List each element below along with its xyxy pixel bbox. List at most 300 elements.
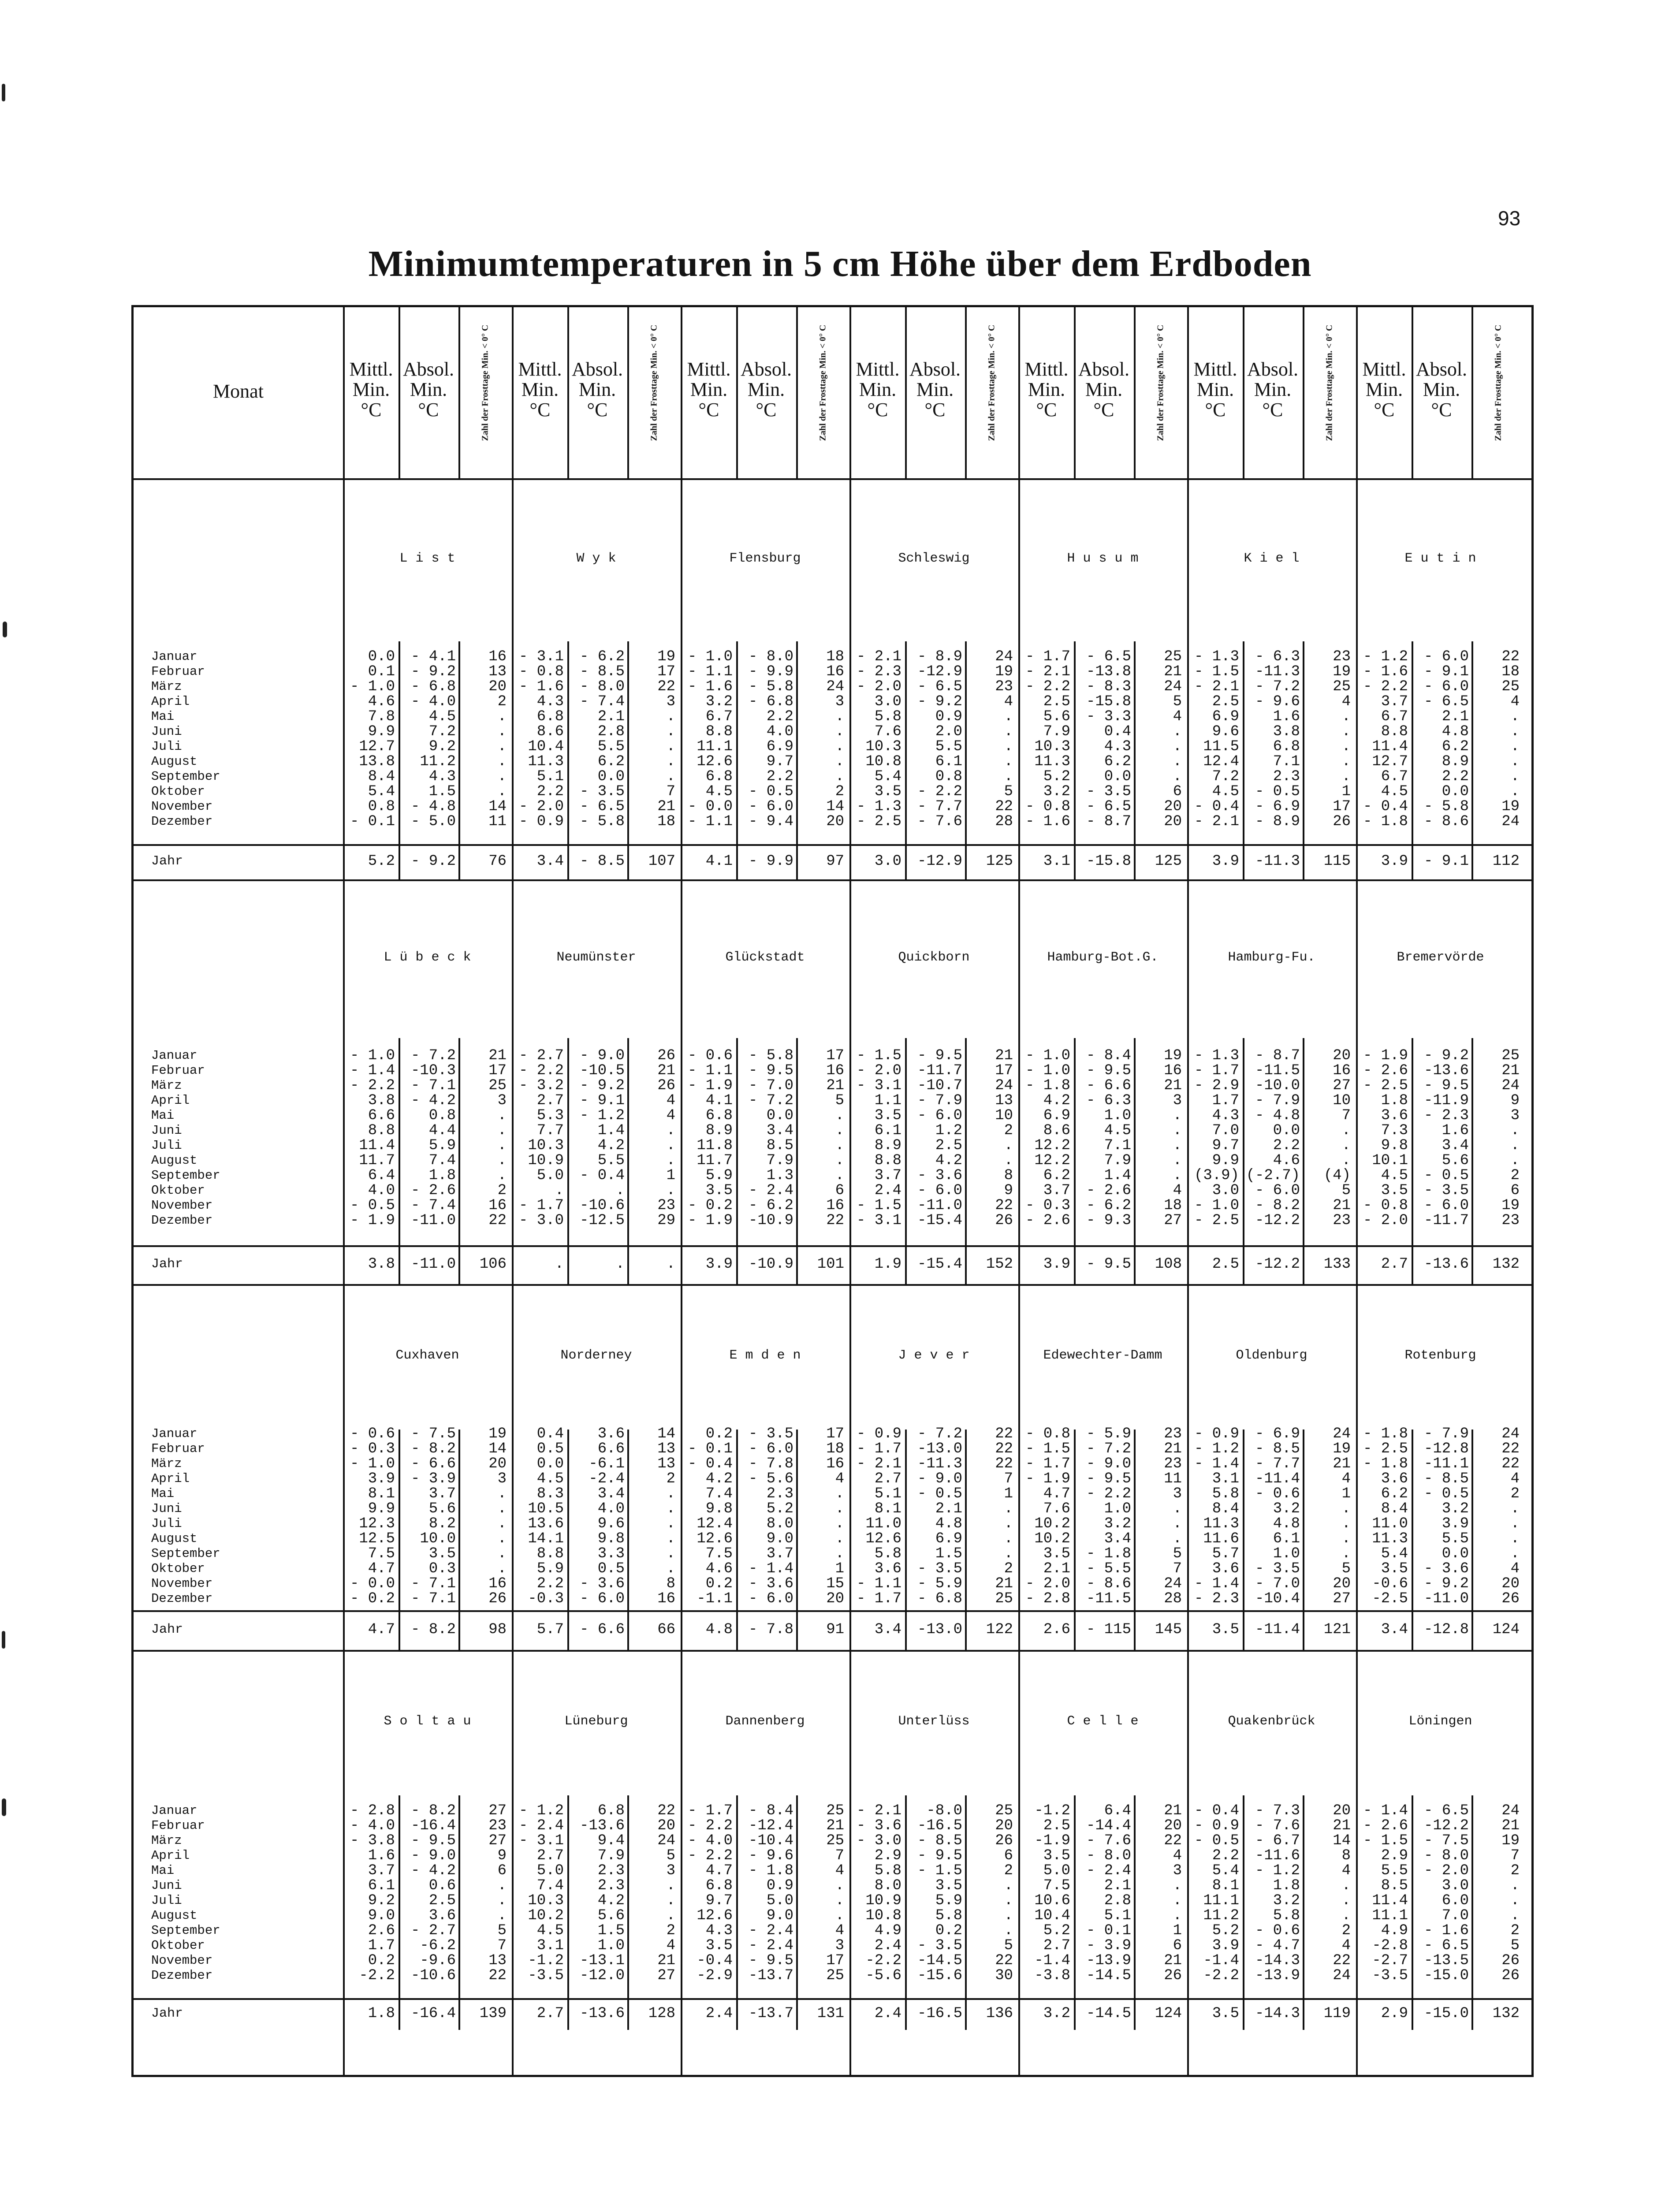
grid-line [399, 1795, 400, 2030]
year-absol: -14.5 [1086, 2005, 1131, 2022]
station-name: L ü b e c k [384, 950, 471, 965]
grid-line [399, 1038, 400, 1284]
grid-line [1074, 1038, 1076, 1284]
mittl-column: - 1.7 - 2.1 - 2.2 2.5 5.6 7.9 10.3 11.3 5.2 3.2 - 0.8 - 1.6 [1025, 648, 1070, 830]
header-mittl: Mittl. Min. °C [1024, 358, 1069, 421]
absol-column: 3.6 6.6 -6.1 -2.4 3.4 4.0 9.6 9.8 3.3 0.5 - 3.6 - 6.0 [579, 1426, 625, 1607]
station-name: Norderney [560, 1348, 632, 1363]
year-frost: 139 [479, 2005, 507, 2022]
header-absol: Absol. Min. °C [1247, 358, 1299, 421]
station-name: Hamburg-Fu. [1228, 950, 1315, 965]
absol-column: - 5.8 - 9.5 - 7.0 - 7.2 0.0 3.4 8.5 7.9 1.3 - 2.4 - 6.2 -10.9 [748, 1047, 793, 1229]
grid-line [1412, 641, 1413, 879]
year-mittl: 3.5 [1212, 2005, 1239, 2022]
grid-line [134, 478, 1531, 480]
year-frost: 132 [1492, 2005, 1520, 2022]
year-absol: - 9.5 [1086, 1256, 1131, 1273]
mittl-column: 0.0 0.1 - 1.0 4.6 7.8 9.9 12.7 13.8 8.4 5.4 0.8 - 0.1 [350, 648, 395, 830]
frost-column: 23 19 25 4 . . . . . 1 17 26 [1333, 648, 1351, 830]
grid-line [796, 1795, 798, 2030]
grid-line [1303, 307, 1304, 478]
year-mittl: 3.4 [1381, 1621, 1408, 1638]
frost-column: 17 18 16 4 . . . . . 1 15 20 [826, 1426, 844, 1607]
frost-column: 22 18 25 4 . . . . . . 19 24 [1501, 648, 1520, 830]
grid-line [399, 1430, 400, 1650]
year-frost: 107 [648, 853, 675, 870]
frost-column: 24 19 23 4 . . . . . 5 22 28 [995, 648, 1013, 830]
year-absol: -15.0 [1423, 2005, 1469, 2022]
grid-line [399, 307, 400, 478]
grid-line [627, 307, 629, 478]
scan-mark [2, 1798, 6, 1816]
station-name: W y k [576, 551, 616, 566]
station-name: Quickborn [898, 950, 970, 965]
year-frost: 97 [826, 853, 844, 870]
year-absol: -12.8 [1423, 1621, 1469, 1638]
year-mittl: 3.0 [874, 853, 901, 870]
year-absol: -15.8 [1086, 853, 1131, 870]
grid-line [567, 307, 569, 478]
year-frost: 91 [826, 1621, 844, 1638]
year-absol: -13.6 [1423, 1256, 1469, 1273]
year-mittl: 5.7 [536, 1621, 564, 1638]
frost-column: 24 22 22 4 2 . . . . 4 20 26 [1501, 1426, 1520, 1607]
grid-line [1243, 641, 1244, 879]
year-mittl: 2.5 [1212, 1256, 1239, 1273]
year-frost: 125 [986, 853, 1013, 870]
mittl-column: - 1.2 - 2.4 - 3.1 2.7 5.0 7.4 10.3 10.2 4.5 3.1 -1.2 -3.5 [518, 1802, 564, 1984]
station-name: Löningen [1408, 1714, 1472, 1729]
grid-line [458, 307, 460, 478]
header-absol: Absol. Min. °C [402, 358, 454, 421]
mittl-column: - 1.2 - 1.6 - 2.2 3.7 6.7 8.8 11.4 12.7 6.7 4.5 - 0.4 - 1.8 [1363, 648, 1408, 830]
grid-line [567, 1430, 569, 1650]
year-frost: 133 [1323, 1256, 1351, 1273]
month-labels: Januar Februar März April Mai Juni Juli August September Oktober November Dezember [151, 649, 220, 829]
year-label: Jahr [151, 1622, 183, 1637]
year-frost: 125 [1155, 853, 1182, 870]
month-labels: Januar Februar März April Mai Juni Juli August September Oktober November Dezember [151, 1803, 220, 1983]
grid-line [1471, 1795, 1473, 2030]
mittl-column: - 1.5 - 2.0 - 3.1 1.1 3.5 6.1 8.9 8.8 3.7 2.4 - 1.5 - 3.1 [856, 1047, 901, 1229]
header-mittl: Mittl. Min. °C [349, 358, 393, 421]
year-mittl: 3.9 [1043, 1256, 1070, 1273]
frost-column: 25 21 24 5 4 . . . . 6 20 20 [1164, 648, 1182, 830]
grid-line [796, 307, 798, 478]
absol-column: - 7.2 -10.3 - 7.1 - 4.2 0.8 4.4 5.9 7.4 1.8 - 2.6 - 7.4 -11.0 [410, 1047, 456, 1229]
grid-line [1412, 307, 1413, 478]
frost-column: 19 17 22 3 . . . . . 7 21 18 [657, 648, 675, 830]
mittl-column: - 1.0 - 1.0 - 1.8 4.2 6.9 8.6 12.2 12.2 6.2 3.7 - 0.3 - 2.6 [1025, 1047, 1070, 1229]
station-name: Edewechter-Damm [1043, 1348, 1162, 1363]
station-name: Neumünster [556, 950, 636, 965]
year-mittl: 3.2 [1043, 2005, 1070, 2022]
year-frost: 98 [488, 1621, 507, 1638]
station-name: C e l l e [1067, 1714, 1139, 1729]
year-absol: -10.9 [748, 1256, 793, 1273]
grid-line [905, 307, 907, 478]
header-frost: Zahl der Frosttage Min. < 0° C [480, 324, 490, 441]
grid-line [134, 879, 1531, 881]
frost-column: 17 16 21 5 . . . . . 6 16 22 [826, 1047, 844, 1229]
absol-column: - 8.7 -11.5 -10.0 - 7.9 - 4.8 0.0 2.2 4.6 (-2.7) - 6.0 - 8.2 -12.2 [1246, 1047, 1300, 1229]
year-absol: -13.6 [579, 2005, 625, 2022]
grid-line [134, 844, 1531, 846]
month-labels: Januar Februar März April Mai Juni Juli August September Oktober November Dezember [151, 1426, 220, 1606]
year-absol: - 8.2 [410, 1621, 456, 1638]
header-mittl: Mittl. Min. °C [518, 358, 562, 421]
temperature-table [131, 305, 1534, 2077]
year-absol: - 9.2 [410, 853, 456, 870]
absol-column: -8.0 -16.5 - 8.5 - 9.5 - 1.5 3.5 5.9 5.8 0.2 - 3.5 -14.5 -15.6 [917, 1802, 962, 1984]
year-absol: -11.3 [1255, 853, 1300, 870]
year-frost: 152 [986, 1256, 1013, 1273]
frost-column: 20 21 14 8 4 . . . 2 4 22 24 [1333, 1802, 1351, 1984]
year-absol: -11.0 [410, 1256, 456, 1273]
year-mittl: 3.9 [1212, 853, 1239, 870]
mittl-column: - 0.9 - 1.7 - 2.1 2.7 5.1 8.1 11.0 12.6 5.8 3.6 - 1.1 - 1.7 [856, 1426, 901, 1607]
grid-line [796, 1430, 798, 1650]
mittl-column: - 1.9 - 2.6 - 2.5 1.8 3.6 7.3 9.8 10.1 4.5 3.5 - 0.8 - 2.0 [1363, 1047, 1408, 1229]
scan-mark [2, 1631, 5, 1649]
year-absol: -13.0 [917, 1621, 962, 1638]
header-absol: Absol. Min. °C [1078, 358, 1130, 421]
absol-column: - 5.9 - 7.2 - 9.0 - 9.5 - 2.2 1.0 3.2 3.4 - 1.8 - 5.5 - 8.6 -11.5 [1086, 1426, 1131, 1607]
mittl-column: - 3.1 - 0.8 - 1.6 4.3 6.8 8.6 10.4 11.3 5.1 2.2 - 2.0 - 0.9 [518, 648, 564, 830]
mittl-column: - 2.1 - 2.3 - 2.0 3.0 5.8 7.6 10.3 10.8 5.4 3.5 - 1.3 - 2.5 [856, 648, 901, 830]
header-mittl: Mittl. Min. °C [1193, 358, 1237, 421]
station-name: J e v e r [898, 1348, 970, 1363]
station-name: Quakenbrück [1228, 1714, 1315, 1729]
absol-column: - 7.5 - 8.2 - 6.6 - 3.9 3.7 5.6 8.2 10.0 3.5 0.3 - 7.1 - 7.1 [410, 1426, 456, 1607]
frost-column: 14 13 13 2 . . . . . . 8 16 [657, 1426, 675, 1607]
year-mittl: 2.4 [705, 2005, 733, 2022]
year-mittl: 2.7 [536, 2005, 564, 2022]
year-mittl: . [555, 1256, 564, 1273]
grid-line [965, 1430, 967, 1650]
scan-mark [3, 622, 7, 637]
frost-column: 19 14 20 3 . . . . . . 16 26 [488, 1426, 507, 1607]
absol-column: - 6.5 -12.2 - 7.5 - 8.0 - 2.0 3.0 6.0 7.0 - 1.6 - 6.5 -13.5 -15.0 [1423, 1802, 1469, 1984]
grid-line [905, 1430, 907, 1650]
grid-line [965, 1795, 967, 2030]
station-name: Schleswig [898, 551, 970, 566]
mittl-column: - 0.9 - 1.2 - 1.4 3.1 5.8 8.4 11.3 11.6 5.7 3.6 - 1.4 - 2.3 [1194, 1426, 1239, 1607]
frost-column: 25 20 26 6 2 . . . . 5 22 30 [995, 1802, 1013, 1984]
frost-column: 24 19 21 4 1 . . . . 5 20 27 [1333, 1426, 1351, 1607]
header-mittl: Mittl. Min. °C [856, 358, 900, 421]
grid-line [1303, 641, 1304, 879]
grid-line [796, 1038, 798, 1284]
year-frost: 131 [817, 2005, 844, 2022]
frost-column: 23 21 23 11 3 . . . 5 7 24 28 [1164, 1426, 1182, 1607]
grid-line [736, 1430, 738, 1650]
year-frost: 145 [1155, 1621, 1182, 1638]
year-label: Jahr [151, 854, 183, 869]
year-absol: . [615, 1256, 625, 1273]
grid-line [1074, 1795, 1076, 2030]
frost-column: 21 17 25 3 . . . . . 2 16 22 [488, 1047, 507, 1229]
year-frost: 124 [1155, 2005, 1182, 2022]
mittl-column: - 0.4 - 0.9 - 0.5 2.2 5.4 8.1 11.1 11.2 5.2 3.9 -1.4 -2.2 [1194, 1802, 1239, 1984]
year-mittl: 4.1 [705, 853, 733, 870]
frost-column: 20 16 27 10 7 . . . (4) 5 21 23 [1323, 1047, 1351, 1229]
grid-line [905, 1795, 907, 2030]
year-frost: 108 [1155, 1256, 1182, 1273]
absol-column: - 4.1 - 9.2 - 6.8 - 4.0 4.5 7.2 9.2 11.2 4.3 1.5 - 4.8 - 5.0 [410, 648, 456, 830]
station-name: S o l t a u [384, 1714, 471, 1729]
year-absol: -12.9 [917, 853, 962, 870]
year-mittl: 1.8 [368, 2005, 395, 2022]
grid-line [399, 641, 400, 879]
grid-line [1243, 1795, 1244, 2030]
frost-column: 18 16 24 3 . . . . . 2 14 20 [826, 648, 844, 830]
grid-line [1303, 1430, 1304, 1650]
month-labels: Januar Februar März April Mai Juni Juli August September Oktober November Dezember [151, 1048, 220, 1228]
mittl-column: - 1.0 - 1.1 - 1.6 3.2 6.7 8.8 11.1 12.6 6.8 4.5 - 0.0 - 1.1 [687, 648, 733, 830]
grid-line [567, 641, 569, 879]
year-frost: . [666, 1256, 675, 1273]
year-mittl: 1.9 [874, 1256, 901, 1273]
absol-column: - 8.2 -16.4 - 9.5 - 9.0 - 4.2 0.6 2.5 3.6 - 2.7 -6.2 -9.6 -10.6 [410, 1802, 456, 1984]
scan-mark [2, 84, 5, 101]
grid-line [965, 641, 967, 879]
year-mittl: 2.7 [1381, 1256, 1408, 1273]
year-absol: - 9.9 [748, 853, 793, 870]
station-name: Unterlüss [898, 1714, 970, 1729]
frost-column: 16 13 20 2 . . . . . . 14 11 [488, 648, 507, 830]
year-mittl: 3.9 [1381, 853, 1408, 870]
year-label: Jahr [151, 2006, 183, 2021]
year-mittl: 3.8 [368, 1256, 395, 1273]
absol-column: - 8.0 - 9.9 - 5.8 - 6.8 2.2 4.0 6.9 9.7 2.2 - 0.5 - 6.0 - 9.4 [748, 648, 793, 830]
year-mittl: 3.9 [705, 1256, 733, 1273]
absol-column: - 6.3 -11.3 - 7.2 - 9.6 1.6 3.8 6.8 7.1 2.3 - 0.5 - 6.9 - 8.9 [1255, 648, 1300, 830]
grid-line [1074, 307, 1076, 478]
absol-column: - 7.2 -13.0 -11.3 - 9.0 - 0.5 2.1 4.8 6.9 1.5 - 3.5 - 5.9 - 6.8 [917, 1426, 962, 1607]
header-monat: Monat [213, 380, 264, 402]
station-name: Flensburg [729, 551, 801, 566]
station-name: H u s u m [1067, 551, 1139, 566]
grid-line [627, 1038, 629, 1284]
grid-line [1243, 307, 1244, 478]
grid-line [1134, 641, 1136, 879]
grid-line [1471, 1430, 1473, 1650]
year-frost: 101 [817, 1256, 844, 1273]
year-frost: 132 [1492, 1256, 1520, 1273]
year-frost: 115 [1323, 853, 1351, 870]
grid-line [736, 1795, 738, 2030]
mittl-column: - 2.1 - 3.6 - 3.0 2.9 5.8 8.0 10.9 10.8 4.9 2.4 -2.2 -5.6 [856, 1802, 901, 1984]
mittl-column: - 0.8 - 1.5 - 1.7 - 1.9 4.7 7.6 10.2 10.2 3.5 2.1 - 2.0 - 2.8 [1025, 1426, 1070, 1607]
frost-column: 21 20 22 4 3 . . . 1 6 21 26 [1164, 1802, 1182, 1984]
absol-column: - 8.4 - 9.5 - 6.6 - 6.3 1.0 4.5 7.1 7.9 1.4 - 2.6 - 6.2 - 9.3 [1086, 1047, 1131, 1229]
grid-line [567, 1038, 569, 1284]
year-absol: -16.5 [917, 2005, 962, 2022]
grid-line [1412, 1795, 1413, 2030]
station-name: Cuxhaven [395, 1348, 459, 1363]
year-absol: -14.3 [1255, 2005, 1300, 2022]
grid-line [1243, 1430, 1244, 1650]
absol-column: 6.8 -13.6 9.4 7.9 2.3 2.3 4.2 5.6 1.5 1.0 -13.1 -12.0 [579, 1802, 625, 1984]
frost-column: 22 22 22 7 1 . . . . 2 21 25 [995, 1426, 1013, 1607]
header-absol: Absol. Min. °C [740, 358, 792, 421]
year-frost: 122 [986, 1621, 1013, 1638]
header-frost: Zahl der Frosttage Min. < 0° C [649, 324, 659, 441]
station-name: E m d e n [729, 1348, 801, 1363]
grid-line [1412, 1038, 1413, 1284]
mittl-column: - 1.7 - 2.2 - 4.0 - 2.2 4.7 6.8 9.7 12.6 4.3 3.5 -0.4 -2.9 [687, 1802, 733, 1984]
frost-column: 19 16 21 3 . . . . . 4 18 27 [1164, 1047, 1182, 1229]
grid-line [627, 641, 629, 879]
frost-column: 25 21 24 9 3 . . . 2 6 19 23 [1501, 1047, 1520, 1229]
frost-column: 25 21 25 7 4 . . . 4 3 17 25 [826, 1802, 844, 1984]
year-mittl: 5.2 [368, 853, 395, 870]
grid-line [458, 1795, 460, 2030]
mittl-column: 0.4 0.5 0.0 4.5 8.3 10.5 13.6 14.1 8.8 5.9 2.2 -0.3 [528, 1426, 564, 1607]
mittl-column: - 0.6 - 1.1 - 1.9 4.1 6.8 8.9 11.8 11.7 5.9 3.5 - 0.2 - 1.9 [687, 1047, 733, 1229]
year-mittl: 3.1 [1043, 853, 1070, 870]
absol-column: - 3.5 - 6.0 - 7.8 - 5.6 2.3 5.2 8.0 9.0 3.7 - 1.4 - 3.6 - 6.0 [748, 1426, 793, 1607]
absol-column: - 9.0 -10.5 - 9.2 - 9.1 - 1.2 1.4 4.2 5.5 - 0.4 . -10.6 -12.5 [579, 1047, 625, 1229]
year-frost: 121 [1323, 1621, 1351, 1638]
frost-column: 26 21 26 4 4 . . . 1 . 23 29 [657, 1047, 675, 1229]
grid-line [134, 1650, 1531, 1652]
mittl-column: - 1.4 - 2.6 - 1.5 2.9 5.5 8.5 11.4 11.1 4.9 -2.8 -2.7 -3.5 [1363, 1802, 1408, 1984]
year-mittl: 2.6 [1043, 1621, 1070, 1638]
grid-line [1471, 1038, 1473, 1284]
year-mittl: 4.7 [368, 1621, 395, 1638]
header-mittl: Mittl. Min. °C [1362, 358, 1406, 421]
absol-column: - 9.2 -13.6 - 9.5 -11.9 - 2.3 1.6 3.4 5.6 - 0.5 - 3.5 - 6.0 -11.7 [1423, 1047, 1469, 1229]
grid-line [1471, 307, 1473, 478]
absol-column: - 6.5 -13.8 - 8.3 -15.8 - 3.3 0.4 4.3 6.2 0.0 - 3.5 - 6.5 - 8.7 [1086, 648, 1131, 830]
station-name: K i e l [1244, 551, 1300, 566]
header-frost: Zahl der Frosttage Min. < 0° C [818, 324, 827, 441]
absol-column: - 6.0 - 9.1 - 6.0 - 6.5 2.1 4.8 6.2 8.9 2.2 0.0 - 5.8 - 8.6 [1423, 648, 1469, 830]
year-absol: -11.4 [1255, 1621, 1300, 1638]
grid-line [736, 307, 738, 478]
frost-column: 24 21 19 7 2 . . . 2 5 26 26 [1501, 1802, 1520, 1984]
page-title: Minimumtemperaturen in 5 cm Höhe über dem Erdboden [368, 243, 1312, 284]
header-frost: Zahl der Frosttage Min. < 0° C [1155, 324, 1165, 441]
mittl-column: - 0.6 - 0.3 - 1.0 3.9 8.1 9.9 12.3 12.5 7.5 4.7 - 0.0 - 0.2 [350, 1426, 395, 1607]
grid-line [965, 1038, 967, 1284]
grid-line [1471, 641, 1473, 879]
station-name: L i s t [399, 551, 455, 566]
grid-line [1134, 1795, 1136, 2030]
year-frost: 66 [657, 1621, 675, 1638]
absol-column: - 6.9 - 8.5 - 7.7 -11.4 - 0.6 3.2 4.8 6.1 1.0 - 3.5 - 7.0 -10.4 [1255, 1426, 1300, 1607]
grid-line [1303, 1038, 1304, 1284]
grid-line [1074, 641, 1076, 879]
grid-line [736, 1038, 738, 1284]
year-absol: -16.4 [410, 2005, 456, 2022]
mittl-column: - 1.8 - 2.5 - 1.8 3.6 6.2 8.4 11.0 11.3 5.4 3.5 -0.6 -2.5 [1363, 1426, 1408, 1607]
frost-column: 27 23 27 9 6 . . . 5 7 13 22 [488, 1802, 507, 1984]
frost-column: 22 20 24 5 3 . . . 2 4 21 27 [657, 1802, 675, 1984]
header-absol: Absol. Min. °C [909, 358, 961, 421]
year-frost: 128 [648, 2005, 675, 2022]
mittl-column: - 1.3 - 1.7 - 2.9 1.7 4.3 7.0 9.7 9.9 (3.9) 3.0 - 1.0 - 2.5 [1194, 1047, 1239, 1229]
grid-line [736, 641, 738, 879]
header-frost: Zahl der Frosttage Min. < 0° C [1493, 324, 1503, 441]
grid-line [567, 1795, 569, 2030]
station-name: Bremervörde [1397, 950, 1484, 965]
header-mittl: Mittl. Min. °C [687, 358, 731, 421]
header-absol: Absol. Min. °C [571, 358, 623, 421]
grid-line [1134, 307, 1136, 478]
year-mittl: 3.5 [1212, 1621, 1239, 1638]
year-absol: - 115 [1086, 1621, 1131, 1638]
year-absol: -15.4 [917, 1256, 962, 1273]
grid-line [134, 1998, 1531, 2000]
grid-line [905, 1038, 907, 1284]
station-name: Hamburg-Bot.G. [1047, 950, 1158, 965]
page-number: 93 [1498, 207, 1521, 230]
grid-line [1134, 1038, 1136, 1284]
station-name: Rotenburg [1404, 1348, 1476, 1363]
absol-column: - 8.9 -12.9 - 6.5 - 9.2 0.9 2.0 5.5 6.1 0.8 - 2.2 - 7.7 - 7.6 [917, 648, 962, 830]
station-name: Glückstadt [725, 950, 805, 965]
grid-line [134, 1245, 1531, 1247]
header-absol: Absol. Min. °C [1416, 358, 1468, 421]
year-mittl: 2.9 [1381, 2005, 1408, 2022]
header-frost: Zahl der Frosttage Min. < 0° C [987, 324, 996, 441]
year-label: Jahr [151, 1257, 183, 1272]
grid-line [134, 1610, 1531, 1612]
year-absol: -12.2 [1255, 1256, 1300, 1273]
year-frost: 119 [1323, 2005, 1351, 2022]
year-frost: 112 [1492, 853, 1520, 870]
absol-column: - 6.2 - 8.5 - 8.0 - 7.4 2.1 2.8 5.5 6.2 0.0 - 3.5 - 6.5 - 5.8 [579, 648, 625, 830]
grid-line [1074, 1430, 1076, 1650]
grid-line [458, 1038, 460, 1284]
station-name: Dannenberg [725, 1714, 805, 1729]
mittl-column: - 1.0 - 1.4 - 2.2 3.8 6.6 8.8 11.4 11.7 6.4 4.0 - 0.5 - 1.9 [350, 1047, 395, 1229]
grid-line [458, 1430, 460, 1650]
year-absol: - 7.8 [748, 1621, 793, 1638]
grid-line [1243, 1038, 1244, 1284]
absol-column: - 8.4 -12.4 -10.4 - 9.6 - 1.8 0.9 5.0 9.0 - 2.4 - 2.4 - 9.5 -13.7 [748, 1802, 793, 1984]
header-frost: Zahl der Frosttage Min. < 0° C [1324, 324, 1334, 441]
year-mittl: 2.4 [874, 2005, 901, 2022]
grid-line [458, 641, 460, 879]
mittl-column: - 2.7 - 2.2 - 3.2 2.7 5.3 7.7 10.3 10.9 5.0 . - 1.7 - 3.0 [518, 1047, 564, 1229]
year-absol: - 6.6 [579, 1621, 625, 1638]
year-frost: 106 [479, 1256, 507, 1273]
year-frost: 136 [986, 2005, 1013, 2022]
mittl-column: 0.2 - 0.1 - 0.4 4.2 7.4 9.8 12.4 12.6 7.5 4.6 0.2 -1.1 [687, 1426, 733, 1607]
absol-column: - 7.9 -12.8 -11.1 - 8.5 - 0.5 3.2 3.9 5.5 0.0 - 3.6 - 9.2 -11.0 [1423, 1426, 1469, 1607]
station-name: E u t i n [1404, 551, 1476, 566]
grid-line [965, 307, 967, 478]
absol-column: - 9.5 -11.7 -10.7 - 7.9 - 6.0 1.2 2.5 4.2 - 3.6 - 6.0 -11.0 -15.4 [917, 1047, 962, 1229]
year-absol: - 9.1 [1423, 853, 1469, 870]
absol-column: - 7.3 - 7.6 - 6.7 -11.6 - 1.2 1.8 3.2 5.8 - 0.6 - 4.7 -14.3 -13.9 [1255, 1802, 1300, 1984]
station-name: Lüneburg [564, 1714, 628, 1729]
year-mittl: 4.8 [705, 1621, 733, 1638]
year-frost: 124 [1492, 1621, 1520, 1638]
absol-column: 6.4 -14.4 - 7.6 - 8.0 - 2.4 2.1 2.8 5.1 - 0.1 - 3.9 -13.9 -14.5 [1086, 1802, 1131, 1984]
year-mittl: 3.4 [536, 853, 564, 870]
mittl-column: - 2.8 - 4.0 - 3.8 1.6 3.7 6.1 9.2 9.0 2.6 1.7 0.2 -2.2 [350, 1802, 395, 1984]
station-name: Oldenburg [1236, 1348, 1307, 1363]
year-mittl: 3.4 [874, 1621, 901, 1638]
mittl-column: -1.2 2.5 -1.9 3.5 5.0 7.5 10.6 10.4 5.2 2.7 -1.4 -3.8 [1034, 1802, 1070, 1984]
year-absol: -13.7 [748, 2005, 793, 2022]
year-frost: 76 [488, 853, 507, 870]
